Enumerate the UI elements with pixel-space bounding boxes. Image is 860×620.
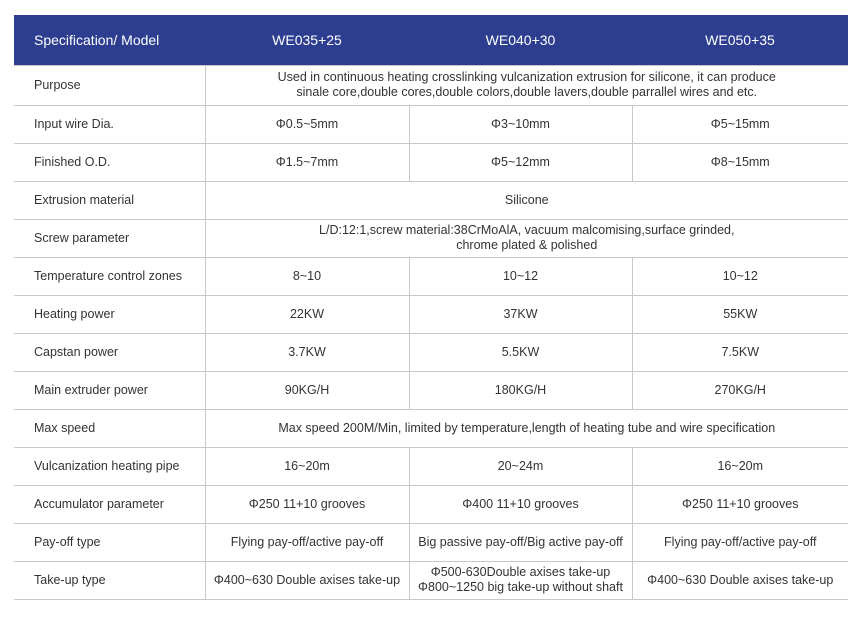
takeup-col2-line-2: Φ800~1250 big take-up without shaft — [418, 580, 623, 594]
cell-value: Φ0.5~5mm — [205, 105, 409, 143]
row-screw-parameter — [14, 219, 848, 257]
cell-value: 55KW — [632, 295, 848, 333]
row-label: Finished O.D. — [14, 143, 205, 181]
cell-value: 7.5KW — [632, 333, 848, 371]
cell-value: 16~20m — [205, 447, 409, 485]
cell-value: Φ250 11+10 grooves — [205, 485, 409, 523]
cell-value: Φ400 11+10 grooves — [409, 485, 632, 523]
table-header — [14, 15, 848, 65]
cell-value: 3.7KW — [205, 333, 409, 371]
screw-parameter-value — [205, 219, 848, 257]
row-label: Pay-off type — [14, 523, 205, 561]
row-purpose — [14, 65, 848, 105]
cell-value: 20~24m — [409, 447, 632, 485]
header-model-2: WE040+30 — [409, 15, 632, 65]
row-label: Purpose — [14, 65, 205, 105]
row-label: Screw parameter — [14, 219, 205, 257]
spec-table-container — [14, 15, 848, 600]
cell-value: 10~12 — [409, 257, 632, 295]
cell-value: 22KW — [205, 295, 409, 333]
row-label: Main extruder power — [14, 371, 205, 409]
header-model-3: WE050+35 — [632, 15, 848, 65]
takeup-col2 — [409, 561, 632, 599]
cell-value: 180KG/H — [409, 371, 632, 409]
row-capstan-power — [14, 333, 848, 371]
row-label: Input wire Dia. — [14, 105, 205, 143]
cell-value: 90KG/H — [205, 371, 409, 409]
row-input-wire — [14, 105, 848, 143]
row-label: Capstan power — [14, 333, 205, 371]
row-label: Temperature control zones — [14, 257, 205, 295]
cell-value: Φ250 11+10 grooves — [632, 485, 848, 523]
spec-table — [14, 15, 848, 600]
row-takeup — [14, 561, 848, 599]
cell-value: Max speed 200M/Min, limited by temperature,length of heating tube and wire specification — [205, 409, 848, 447]
row-label: Max speed — [14, 409, 205, 447]
row-label: Accumulator parameter — [14, 485, 205, 523]
row-label: Heating power — [14, 295, 205, 333]
row-payoff — [14, 523, 848, 561]
cell-value: Silicone — [205, 181, 848, 219]
header-model-1: WE035+25 — [205, 15, 409, 65]
cell-value: Φ5~12mm — [409, 143, 632, 181]
row-accumulator — [14, 485, 848, 523]
takeup-col2-line-1: Φ500-630Double axises take-up — [430, 565, 611, 579]
cell-value: Φ400~630 Double axises take-up — [632, 561, 848, 599]
cell-value: 37KW — [409, 295, 632, 333]
cell-value: Φ3~10mm — [409, 105, 632, 143]
screw-line-1: L/D:12:1,screw material:38CrMoAlA, vacuum malcomising,surface grinded, — [319, 223, 735, 237]
purpose-line-2: sinale core,double cores,double colors,double lavers,double parrallel wires and etc. — [296, 85, 758, 99]
screw-line-2: chrome plated & polished — [456, 238, 598, 252]
cell-value: 10~12 — [632, 257, 848, 295]
row-finished-od — [14, 143, 848, 181]
cell-value: Φ400~630 Double axises take-up — [205, 561, 409, 599]
row-vulcanization-pipe — [14, 447, 848, 485]
row-heating-power — [14, 295, 848, 333]
cell-value: 8~10 — [205, 257, 409, 295]
cell-value: 5.5KW — [409, 333, 632, 371]
cell-value: 270KG/H — [632, 371, 848, 409]
cell-value: Φ8~15mm — [632, 143, 848, 181]
row-extrusion-material — [14, 181, 848, 219]
row-temp-zones — [14, 257, 848, 295]
cell-value: Φ5~15mm — [632, 105, 848, 143]
row-label: Vulcanization heating pipe — [14, 447, 205, 485]
cell-value: Flying pay-off/active pay-off — [205, 523, 409, 561]
header-spec-label: Specification/ Model — [14, 15, 205, 65]
row-main-extruder — [14, 371, 848, 409]
cell-value: Φ1.5~7mm — [205, 143, 409, 181]
row-label: Extrusion material — [14, 181, 205, 219]
cell-value: 16~20m — [632, 447, 848, 485]
row-max-speed — [14, 409, 848, 447]
cell-value: Big passive pay-off/Big active pay-off — [409, 523, 632, 561]
row-label: Take-up type — [14, 561, 205, 599]
cell-value: Flying pay-off/active pay-off — [632, 523, 848, 561]
purpose-line-1: Used in continuous heating crosslinking vulcanization extrusion for silicone, it can produce — [277, 70, 776, 84]
purpose-value — [205, 65, 848, 105]
